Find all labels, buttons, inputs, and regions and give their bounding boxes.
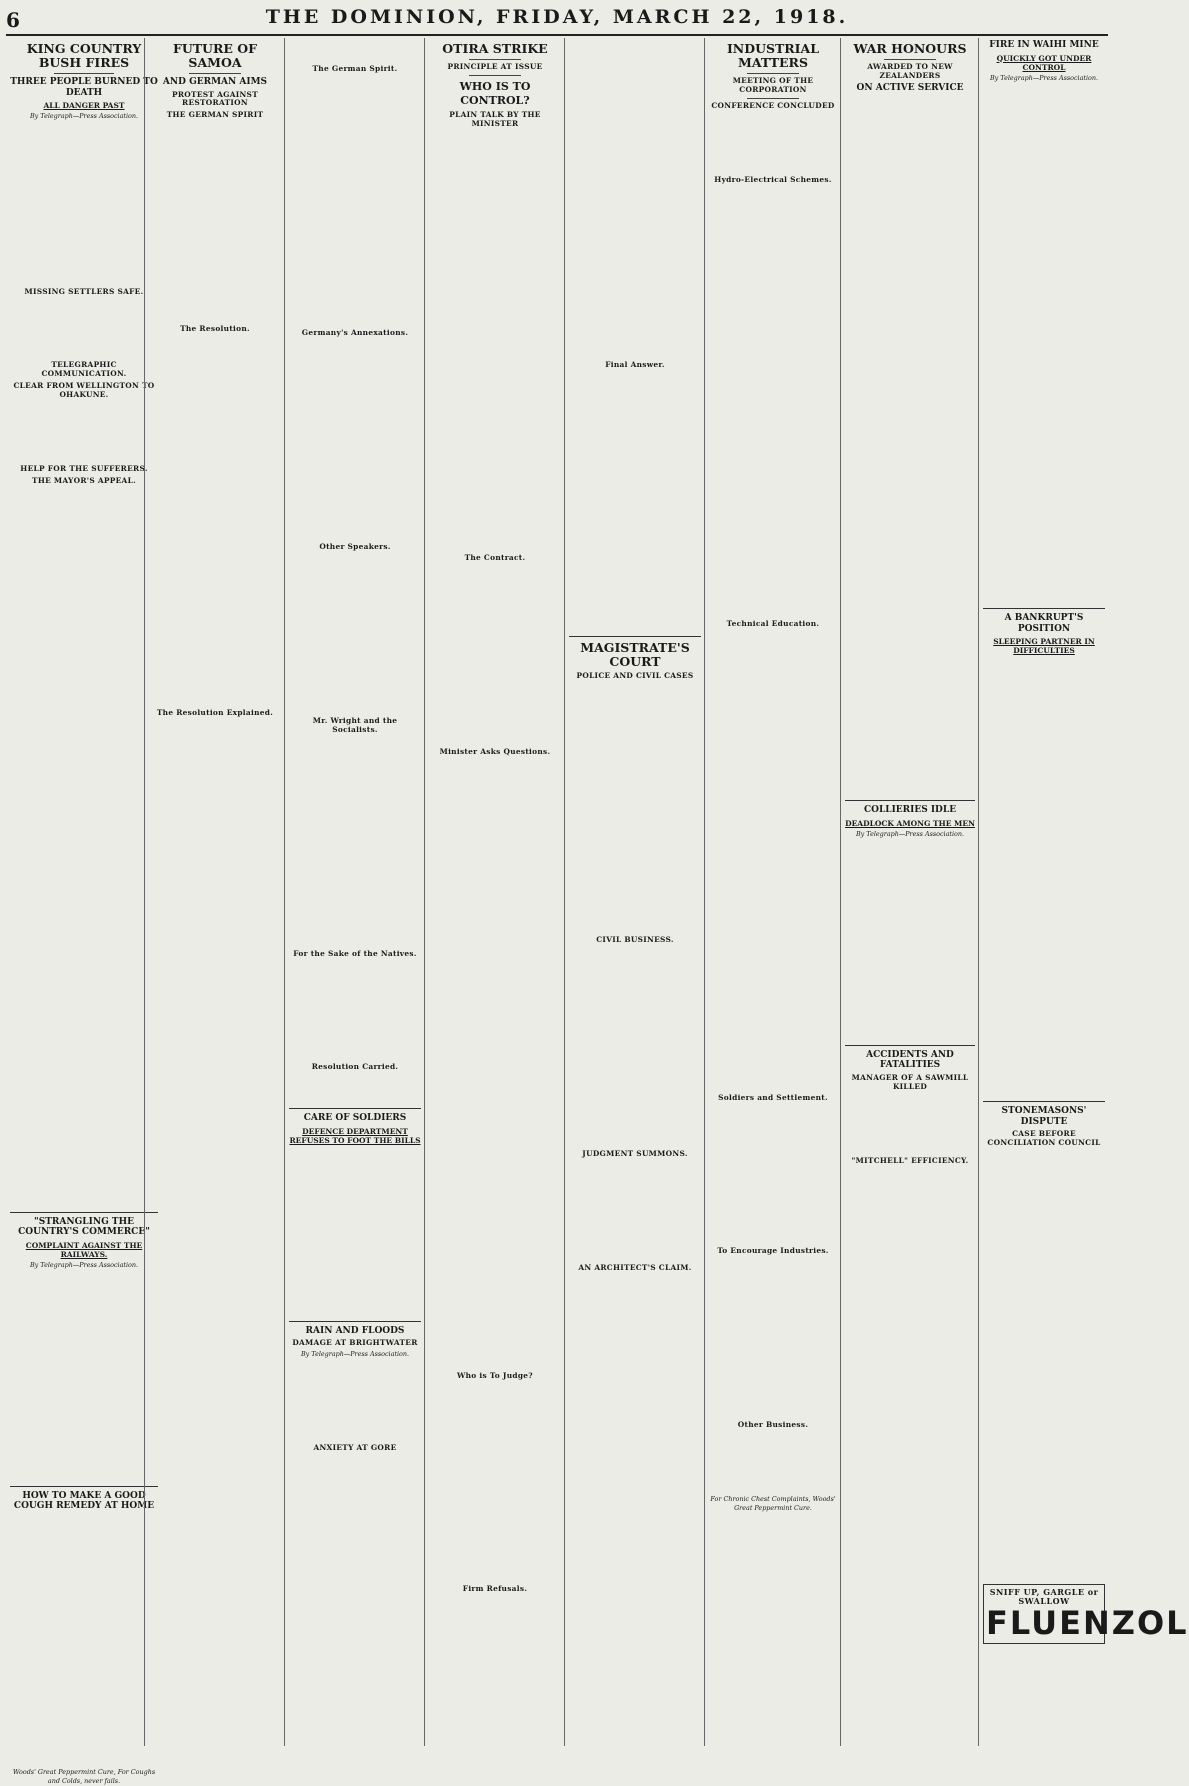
subhead-the-german-spirit: The German Spirit. (312, 64, 398, 73)
column-6 (704, 38, 841, 1746)
divider (189, 73, 242, 74)
divider (289, 1321, 421, 1322)
subhead-help: HELP FOR THE SUFFERERS. (20, 464, 148, 474)
subhead-control: QUICKLY GOT UNDER CONTROL (996, 53, 1092, 72)
subhead-who-control: WHO IS TO CONTROL? (459, 79, 531, 107)
divider (10, 1212, 158, 1213)
column-7 (840, 38, 979, 1746)
subhead-mitchell: "MITCHELL" EFFICIENCY. (851, 1155, 969, 1165)
divider (884, 59, 936, 60)
subhead-awarded: AWARDED TO NEW ZEALANDERS (867, 62, 953, 80)
subhead-appeal: THE MAYOR'S APPEAL. (32, 475, 136, 485)
page-number: 6 (6, 8, 20, 32)
subhead-brightwater: DAMAGE AT BRIGHTWATER (292, 1338, 418, 1348)
headline-bush-fires: KING COUNTRY BUSH FIRES (26, 41, 142, 70)
subhead-gore: ANXIETY AT GORE (313, 1443, 397, 1453)
subhead-wright: Mr. Wright and the Socialists. (312, 715, 398, 734)
divider (983, 608, 1105, 609)
headline-magistrates-court: MAGISTRATE'S COURT (580, 639, 690, 669)
headline-rain-floods: RAIN AND FLOODS (305, 1325, 405, 1336)
byline-2: By Telegraph—Press Association. (29, 1260, 139, 1269)
masthead (6, 6, 1108, 36)
subhead-protest: PROTEST AGAINST RESTORATION (171, 89, 258, 108)
article-text (10, 123, 158, 285)
subhead-resolution-explained: The Resolution Explained. (156, 708, 274, 718)
divider (747, 98, 798, 99)
divider (845, 1045, 975, 1046)
subhead-police-civil: POLICE AND CIVIL CASES (576, 670, 694, 680)
subhead-principle: PRINCIPLE AT ISSUE (447, 62, 543, 71)
subhead-complaint: COMPLAINT AGAINST THE RAILWAYS. (25, 1240, 143, 1259)
byline: By Telegraph—Press Association. (29, 112, 139, 120)
fluenzol-ad (983, 1584, 1189, 1644)
column-3 (284, 38, 425, 1746)
chest-complaints-ad: For Chronic Chest Complaints, Woods' Great Peppermint Cure. (710, 1495, 836, 1513)
headline-collieries: COLLIERIES IDLE (863, 805, 957, 816)
column-5 (564, 38, 705, 1746)
subhead-plain-talk: PLAIN TALK BY THE MINISTER (449, 109, 541, 128)
headline-industrial: INDUSTRIAL MATTERS (726, 41, 820, 70)
subhead-deadlock: DEADLOCK AMONG THE MEN (845, 818, 975, 828)
peppermint-ad: Woods' Great Peppermint Cure, For Coughs and Colds, never fails. (12, 1767, 156, 1785)
headline-bankrupt: A BANKRUPT'S POSITION (1004, 613, 1084, 634)
subhead-conference: CONFERENCE CONCLUDED (711, 100, 835, 110)
divider (54, 73, 113, 74)
column-2 (144, 38, 285, 1746)
newspaper-title: THE DOMINION, FRIDAY, MARCH 22, 1918. (265, 6, 849, 28)
divider (983, 1101, 1105, 1102)
subhead-sleeping-partner: SLEEPING PARTNER IN DIFFICULTIES (993, 637, 1095, 656)
column-4 (424, 38, 565, 1746)
subhead-other-speakers: Other Speakers. (319, 541, 391, 551)
subhead-hydro: Hydro-Electrical Schemes. (714, 174, 832, 184)
subhead-danger-past: ALL DANGER PAST (43, 101, 125, 110)
subhead-firm-refusals: Firm Refusals. (462, 1584, 528, 1594)
subhead-german-spirit: THE GERMAN SPIRIT (166, 110, 264, 120)
subhead-who-judge: Who is To Judge? (457, 1370, 533, 1380)
fluenzol-tagline: SNIFF UP, GARGLE or SWALLOW (989, 1587, 1099, 1607)
subhead-three-burned: THREE PEOPLE BURNED TO DEATH (10, 77, 158, 98)
headline-samoa: FUTURE OF SAMOA (172, 41, 257, 70)
subhead-german-aims: AND GERMAN AIMS (162, 77, 268, 87)
column-8 (978, 38, 1189, 1746)
subhead-soldiers-settlement: Soldiers and Settlement. (718, 1092, 828, 1102)
subhead-active-service: ON ACTIVE SERVICE (856, 82, 964, 93)
subhead-technical: Technical Education. (726, 618, 820, 628)
subhead-civil-business: CIVIL BUSINESS. (596, 934, 674, 944)
subhead-contract: The Contract. (464, 552, 526, 562)
subhead-judgment-summons: JUDGMENT SUMMONS. (582, 1148, 688, 1158)
subhead-resolution: The Resolution. (180, 324, 250, 334)
divider (569, 636, 701, 637)
subhead-missing-settlers: MISSING SETTLERS SAFE. (24, 286, 144, 296)
headline-accidents: ACCIDENTS AND FATALITIES (866, 1049, 954, 1071)
subhead-meeting: MEETING OF THE CORPORATION (732, 76, 814, 94)
subhead-natives: For the Sake of the Natives. (293, 948, 417, 958)
headline-cough-remedy: HOW TO MAKE A GOOD COUGH REMEDY AT HOME (13, 1490, 155, 1512)
subhead-telegraphic: TELEGRAPHIC COMMUNICATION. (41, 360, 127, 379)
divider (845, 800, 975, 801)
divider (469, 75, 522, 76)
page-columns (6, 38, 1189, 1785)
subhead-sawmill: MANAGER OF A SAWMILL KILLED (851, 1072, 969, 1091)
byline: By Telegraph—Press Association. (855, 829, 965, 838)
fluenzol-brand: FLUENZOL (986, 1604, 1189, 1643)
divider (469, 59, 522, 60)
subhead-carried: Resolution Carried. (311, 1062, 399, 1072)
column-1 (6, 38, 162, 1785)
byline: By Telegraph—Press Association. (300, 1350, 410, 1359)
divider (289, 1108, 421, 1109)
headline-care-soldiers: CARE OF SOLDIERS (303, 1113, 407, 1124)
subhead-defence: DEFENCE DEPARTMENT REFUSES TO FOOT THE BILLS (289, 1126, 421, 1145)
headline-otira-strike: OTIRA STRIKE (442, 41, 548, 56)
headline-stonemasons: STONEMASONS' DISPUTE (1001, 1106, 1087, 1127)
subhead-final-answer: Final Answer. (605, 360, 665, 369)
headline-war-honours: WAR HONOURS (853, 41, 967, 56)
subhead-minister-asks: Minister Asks Questions. (439, 746, 551, 756)
byline: By Telegraph—Press Association. (989, 73, 1099, 82)
subhead-annexations: Germany's Annexations. (301, 327, 409, 337)
headline-waihi-fire: FIRE IN WAIHI MINE (989, 40, 1099, 50)
divider (747, 73, 798, 74)
subhead-clear: CLEAR FROM WELLINGTON TO OHAKUNE. (13, 381, 155, 400)
subhead-architect: AN ARCHITECT'S CLAIM. (578, 1262, 692, 1272)
subhead-conciliation: CASE BEFORE CONCILIATION COUNCIL (987, 1129, 1101, 1148)
subhead-other-business: Other Business. (737, 1420, 809, 1430)
divider (10, 1486, 158, 1487)
subhead-industries: To Encourage Industries. (717, 1246, 829, 1256)
headline-strangling: "STRANGLING THE COUNTRY'S COMMERCE" (18, 1216, 150, 1238)
